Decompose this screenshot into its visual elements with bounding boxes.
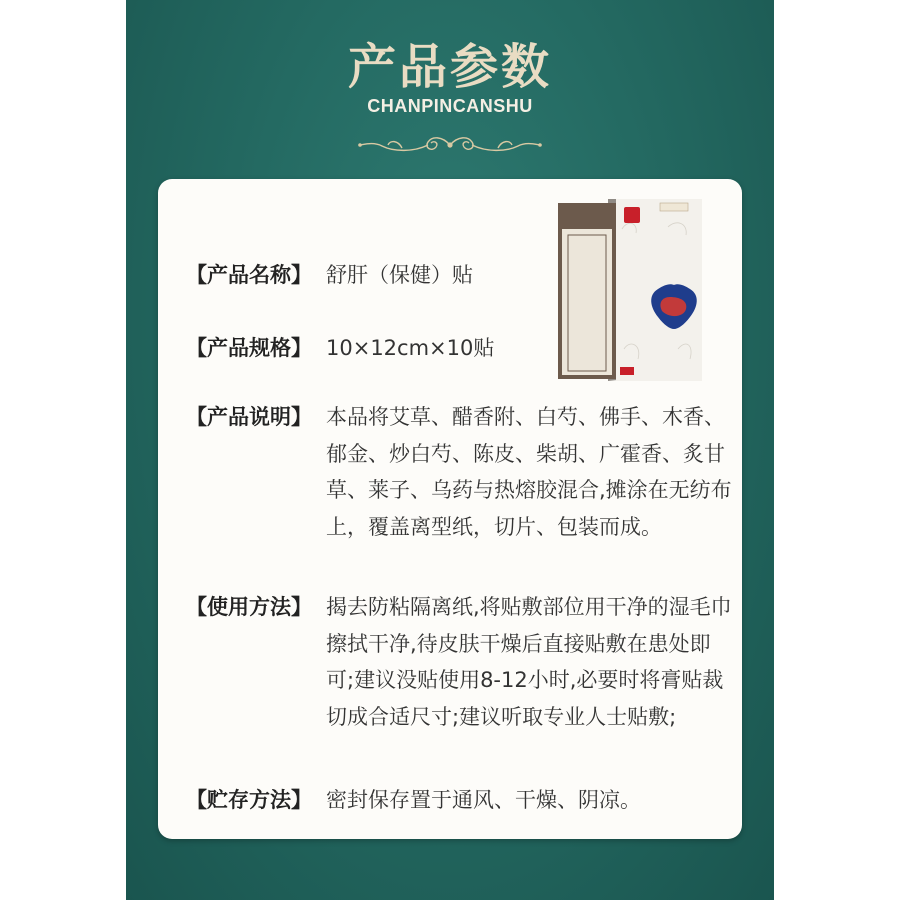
page-title: 产品参数 xyxy=(347,39,552,95)
product-box-image xyxy=(558,199,702,381)
param-label: 【使用方法】 xyxy=(186,595,312,619)
product-box-label xyxy=(562,229,612,375)
param-value: 舒肝（保健）贴 xyxy=(326,263,473,287)
ornament-divider-icon xyxy=(354,132,546,158)
param-label: 【产品规格】 xyxy=(186,336,312,360)
param-value: 揭去防粘隔离纸,将贴敷部位用干净的湿毛巾擦拭干净,待皮肤干燥后直接贴敷在患处即可;建议没贴使用8-12小时,必要时将膏贴裁切成合适尺寸;建议听取专业人士贴敷; xyxy=(326,595,732,729)
param-value: 10×12cm×10贴 xyxy=(326,336,495,360)
param-value: 本品将艾草、醋香附、白芍、佛手、木香、郁金、炒白芍、陈皮、柴胡、广霍香、炙甘草、莱子、乌药与热熔胶混合,摊涂在无纺布上，覆盖离型纸，切片、包装而成。 xyxy=(326,405,732,539)
param-label: 【贮存方法】 xyxy=(186,788,312,812)
param-label: 【产品说明】 xyxy=(186,405,312,429)
brand-seal-icon xyxy=(624,207,640,223)
params-card xyxy=(158,179,742,839)
param-value: 密封保存置于通风、干燥、阴凉。 xyxy=(326,788,641,812)
page-subtitle: CHANPINCANSHU xyxy=(367,96,533,116)
param-label: 【产品名称】 xyxy=(186,263,312,287)
